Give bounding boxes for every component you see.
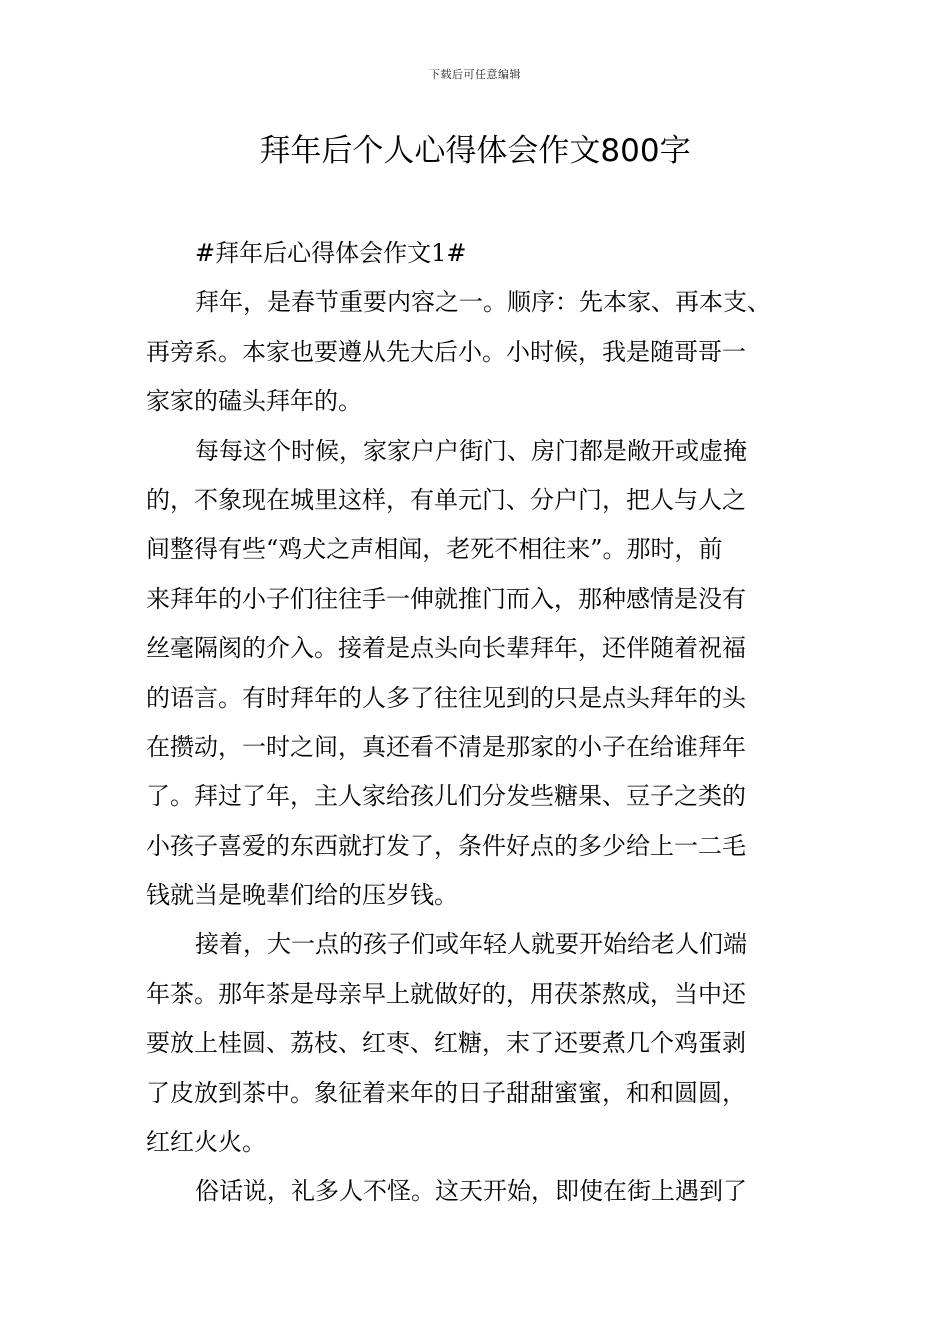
text-line: 间整得有些“鸡犬之声相闻，老死不相往来”。那时，前	[146, 535, 723, 564]
text-line: #拜年后心得体会作文1#	[195, 239, 467, 267]
text-line: 每每这个时候，家家户户街门、房门都是敞开或虚掩	[195, 436, 747, 465]
text-line: 的，不象现在城里这样，有单元门、分户门，把人与人之	[146, 485, 746, 514]
text-line: 年茶。那年茶是母亲早上就做好的，用茯茶熬成，当中还	[146, 979, 746, 1008]
text-line: 要放上桂圆、荔枝、红枣、红糖，末了还要煮几个鸡蛋剥	[146, 1029, 746, 1058]
text-line: 了。拜过了年，主人家给孩儿们分发些糖果、豆子之类的	[146, 782, 746, 811]
text-line: 的语言。有时拜年的人多了往往见到的只是点头拜年的头	[146, 683, 746, 712]
text-line: 再旁系。本家也要遵从先大后小。小时候，我是随哥哥一	[146, 337, 746, 366]
header-note: 下载后可任意编辑	[429, 68, 521, 81]
text-line: 接着，大一点的孩子们或年轻人就要开始给老人们端	[195, 930, 747, 959]
text-line: 小孩子喜爱的东西就打发了，条件好点的多少给上一二毛	[146, 831, 746, 860]
text-line: 家家的磕头拜年的。	[146, 387, 362, 416]
text-line: 了皮放到茶中。象征着来年的日子甜甜蜜蜜，和和圆圆，	[146, 1078, 746, 1107]
text-line: 丝毫隔阂的介入。接着是点头向长辈拜年，还伴随着祝福	[146, 634, 746, 663]
page-title: 拜年后个人心得体会作文800字	[259, 133, 691, 169]
text-line: 来拜年的小子们往往手一伸就推门而入，那种感情是没有	[146, 584, 746, 613]
text-line: 钱就当是晚辈们给的压岁钱。	[146, 881, 458, 910]
text-line: 在攒动，一时之间，真还看不清是那家的小子在给谁拜年	[146, 732, 746, 761]
text-line: 俗话说，礼多人不怪。这天开始，即使在街上遇到了	[195, 1177, 747, 1206]
text-line: 拜年，是春节重要内容之一。顺序：先本家、再本支、	[195, 288, 771, 317]
article-body	[146, 229, 826, 1217]
text-line: 红红火火。	[146, 1128, 266, 1157]
